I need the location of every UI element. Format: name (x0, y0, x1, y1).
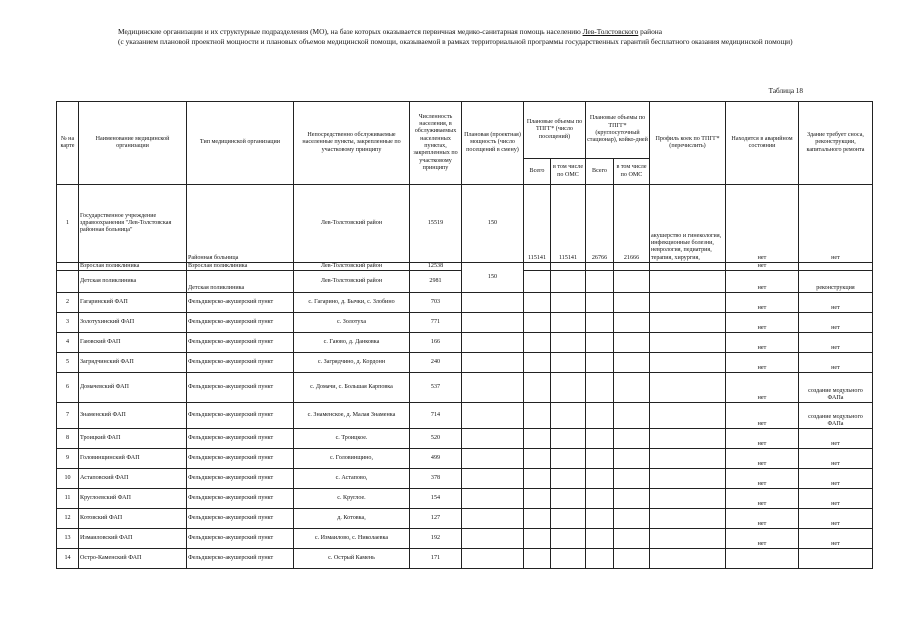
row-num: 3 (57, 313, 79, 333)
table-row (57, 403, 873, 429)
document-heading (118, 27, 818, 46)
row-type: Фельдшерско-акушерский пункт (187, 293, 294, 313)
row-population: 166 (410, 333, 462, 353)
header-total-visits: Всего (524, 159, 551, 185)
row-settlements: с. Круглое. (294, 489, 410, 509)
row-emergency: нет (726, 333, 799, 353)
row-name: Гаювский ФАП (79, 333, 187, 353)
row-type: Взрослая поликлиника (187, 263, 294, 271)
table-row (57, 313, 873, 333)
row-population: 2981 (410, 271, 462, 293)
row-emergency: нет (726, 185, 799, 263)
row-population: 154 (410, 489, 462, 509)
row-reconstruction: нет (799, 429, 873, 449)
row-type: Детская поликлиника (187, 271, 294, 293)
header-profiles: Профиль коек по ТПГГ* (перечислить) (650, 102, 726, 185)
header-population: Численность населения, в обслуживаемых населенных пунктах, закрепленных по участковому принципу (410, 102, 462, 185)
row-reconstruction: создание модульного ФАПа (799, 373, 873, 403)
table-row (57, 185, 873, 263)
table-row (57, 529, 873, 549)
table-row (57, 263, 873, 271)
row-population: 771 (410, 313, 462, 333)
row-capacity: 150 (462, 263, 524, 293)
row-type: Фельдшерско-акушерский пункт (187, 373, 294, 403)
row-population: 127 (410, 509, 462, 529)
table-row (57, 353, 873, 373)
row-emergency: нет (726, 429, 799, 449)
row-name: Котовский ФАП (79, 509, 187, 529)
row-settlements: с. Гагарино, д. Бычки, с. Злобино (294, 293, 410, 313)
row-emergency: нет (726, 293, 799, 313)
row-type: Фельдшерско-акушерский пункт (187, 489, 294, 509)
mo-table (56, 101, 873, 569)
row-name: Головинщинский ФАП (79, 449, 187, 469)
row-emergency (726, 549, 799, 569)
row-population: 714 (410, 403, 462, 429)
row-reconstruction: нет (799, 333, 873, 353)
row-type: Фельдшерско-акушерский пункт (187, 469, 294, 489)
row-reconstruction: нет (799, 293, 873, 313)
row-type: Фельдшерско-акушерский пункт (187, 313, 294, 333)
row-name: Детская поликлиника (79, 271, 187, 293)
row-emergency: нет (726, 403, 799, 429)
row-reconstruction (799, 549, 873, 569)
row-emergency: нет (726, 313, 799, 333)
row-num: 14 (57, 549, 79, 569)
row-reconstruction: нет (799, 489, 873, 509)
table-row (57, 429, 873, 449)
header-total-beds: Всего (586, 159, 614, 185)
row-settlements: с. Головинщино, (294, 449, 410, 469)
header-reconstruction: Здание требует сноса, реконструкции, капитального ремонта (799, 102, 873, 185)
row-emergency: нет (726, 353, 799, 373)
row-type: Фельдшерско-акушерский пункт (187, 403, 294, 429)
row-reconstruction: нет (799, 509, 873, 529)
row-num: 8 (57, 429, 79, 449)
header-name: Наименование медицинской организации (79, 102, 187, 185)
header-oms-beds: в том числе по ОМС (614, 159, 650, 185)
header-capacity: Плановая (проектная) мощность (число посещений в смену) (462, 102, 524, 185)
row-reconstruction: нет (799, 449, 873, 469)
row-type: Фельдшерско-акушерский пункт (187, 549, 294, 569)
row-emergency: нет (726, 373, 799, 403)
header-row (57, 102, 873, 159)
heading-district: Лев-Толстовского (582, 27, 639, 36)
row-settlements: д. Котовка, (294, 509, 410, 529)
row-profiles: акушерство и гинекология, инфекционные болезни, неврология, педиатрия, терапия, хирургия, (650, 185, 726, 263)
row-population: 537 (410, 373, 462, 403)
row-emergency: нет (726, 271, 799, 293)
heading-text: Медицинские организации и их структурные подразделения (МО), на базе которых оказывается первичная медико-санитарная помощь населению (118, 27, 583, 36)
row-name: Загрядчинский ФАП (79, 353, 187, 373)
table-row (57, 333, 873, 353)
row-beds-oms: 21666 (614, 185, 650, 263)
row-type: Фельдшерско-акушерский пункт (187, 529, 294, 549)
row-num: 12 (57, 509, 79, 529)
row-emergency: нет (726, 449, 799, 469)
row-name: Взрослая поликлиника (79, 263, 187, 271)
row-population: 15519 (410, 185, 462, 263)
row-capacity: 150 (462, 185, 524, 263)
row-name: Круглоевский ФАП (79, 489, 187, 509)
row-population: 520 (410, 429, 462, 449)
row-settlements: с. Домачи, с. Большая Карповка (294, 373, 410, 403)
row-settlements: с. Гаюво, д. Данковка (294, 333, 410, 353)
row-visits-oms: 115141 (551, 185, 586, 263)
row-type: Фельдшерско-акушерский пункт (187, 509, 294, 529)
row-settlements: Лев-Толстовский район (294, 271, 410, 293)
row-population: 171 (410, 549, 462, 569)
row-settlements: с. Золотуха (294, 313, 410, 333)
row-reconstruction: нет (799, 469, 873, 489)
heading-suffix: района (638, 27, 663, 36)
row-num: 10 (57, 469, 79, 489)
row-reconstruction: создание модульного ФАПа (799, 403, 873, 429)
row-num: 6 (57, 373, 79, 403)
row-settlements: с. Острый Камень (294, 549, 410, 569)
table-number: Таблица 18 (768, 87, 803, 95)
row-num: 9 (57, 449, 79, 469)
row-settlements: Лев-Толстовский район (294, 185, 410, 263)
header-beds-group: Плановые объемы по ТПГГ* (круглосуточный стационар), койко-дней (586, 102, 650, 159)
header-emergency: Находится в аварийном состоянии (726, 102, 799, 185)
row-num: 7 (57, 403, 79, 429)
row-reconstruction: нет (799, 185, 873, 263)
row-type: Фельдшерско-акушерский пункт (187, 353, 294, 373)
row-population: 192 (410, 529, 462, 549)
row-type: Фельдшерско-акушерский пункт (187, 449, 294, 469)
row-population: 12538 (410, 263, 462, 271)
row-num: 13 (57, 529, 79, 549)
row-emergency: нет (726, 509, 799, 529)
row-visits-total: 115141 (524, 185, 551, 263)
row-num: 1 (57, 185, 79, 263)
row-type: Фельдшерско-акушерский пункт (187, 429, 294, 449)
row-name: Остро-Каменский ФАП (79, 549, 187, 569)
row-settlements: с. Астапово, (294, 469, 410, 489)
row-reconstruction: реконструкция (799, 271, 873, 293)
row-settlements: с. Измаилово, с. Николаевка (294, 529, 410, 549)
row-name: Знаменский ФАП (79, 403, 187, 429)
row-reconstruction: нет (799, 313, 873, 333)
row-name: Астаповский ФАП (79, 469, 187, 489)
row-num: 5 (57, 353, 79, 373)
row-population: 703 (410, 293, 462, 313)
row-population: 378 (410, 469, 462, 489)
row-name: Государственное учреждение здравоохранения "Лев-Толстовская районная больница" (79, 185, 187, 263)
header-oms-visits: в том числе по ОМС (551, 159, 586, 185)
header-visits-group: Плановые объемы по ТПГГ* (число посещений) (524, 102, 586, 159)
table-row (57, 293, 873, 313)
row-name: Золотухинский ФАП (79, 313, 187, 333)
row-type: Районная больница (187, 185, 294, 263)
row-reconstruction: нет (799, 353, 873, 373)
row-emergency: нет (726, 469, 799, 489)
header-num: № на карте (57, 102, 79, 185)
row-settlements: с. Знаменское, д. Малая Знаменка (294, 403, 410, 429)
row-population: 499 (410, 449, 462, 469)
row-beds-total: 26766 (586, 185, 614, 263)
row-num: 2 (57, 293, 79, 313)
table-row (57, 549, 873, 569)
header-type: Тип медицинской организации (187, 102, 294, 185)
row-num: 4 (57, 333, 79, 353)
table-row (57, 489, 873, 509)
heading-subtitle: (с указанием плановой проектной мощности и плановых объемов медицинской помощи, оказываемой в рамках территориальной программы государственных гарантий бесплатного оказания медицинской помощи) (118, 36, 793, 46)
row-num: 11 (57, 489, 79, 509)
table-row (57, 373, 873, 403)
row-settlements: Лев-Толстовский район (294, 263, 410, 271)
table-row (57, 449, 873, 469)
row-emergency: нет (726, 263, 799, 271)
row-emergency: нет (726, 529, 799, 549)
row-reconstruction: нет (799, 529, 873, 549)
row-type: Фельдшерско-акушерский пункт (187, 333, 294, 353)
row-name: Троицкий ФАП (79, 429, 187, 449)
table-row (57, 469, 873, 489)
row-settlements: с. Троицкое. (294, 429, 410, 449)
table-row (57, 509, 873, 529)
row-settlements: с. Загрядчино, д. Кордонн (294, 353, 410, 373)
row-name: Домачевский ФАП (79, 373, 187, 403)
row-emergency: нет (726, 489, 799, 509)
row-name: Измаиловский ФАП (79, 529, 187, 549)
header-settlements: Непосредственно обслуживаемые населенные пункты, закрепленные по участковому принципу (294, 102, 410, 185)
row-name: Гагаринский ФАП (79, 293, 187, 313)
row-population: 240 (410, 353, 462, 373)
